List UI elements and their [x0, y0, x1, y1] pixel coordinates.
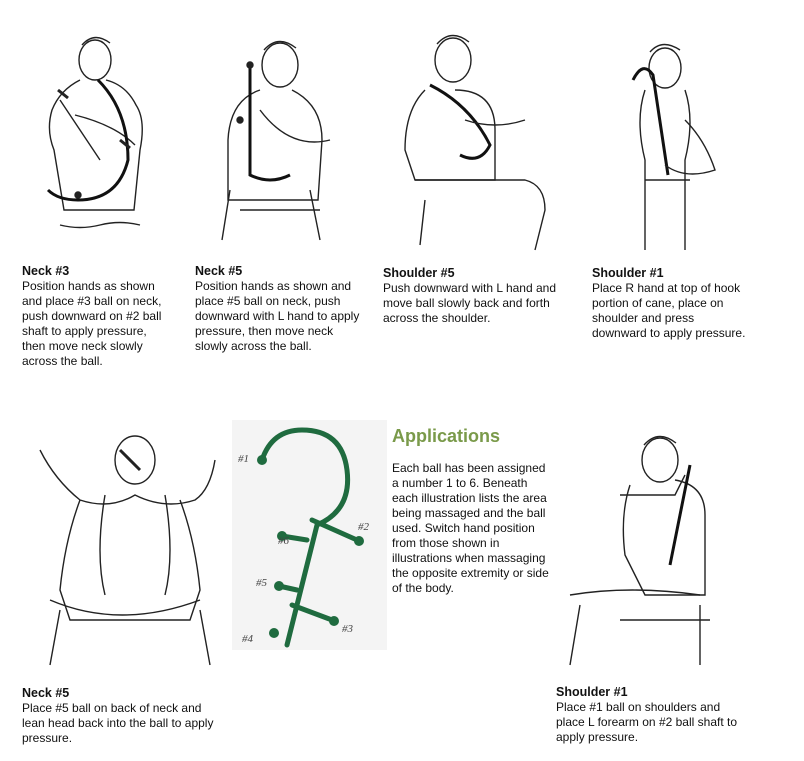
- ball-1: [257, 455, 267, 465]
- ball-label-4: #4: [242, 633, 253, 645]
- caption-shoulder-1-seated: [556, 685, 746, 745]
- illustration-shoulder-5: [385, 20, 560, 255]
- caption-title: Neck #5: [195, 264, 243, 278]
- caption-body: Place #5 ball on back of neck and lean head back into the ball to apply pressure.: [22, 701, 214, 745]
- ball-label-1: #1: [238, 453, 249, 465]
- caption-body: Push downward with L hand and move ball slowly back and forth across the shoulder.: [383, 281, 557, 325]
- ball-2: [354, 536, 364, 546]
- illustration-neck-3: [20, 20, 170, 255]
- ball-label-3: #3: [342, 623, 353, 635]
- applications-text: Each ball has been assigned a number 1 to 6. Beneath each illustration lists the area being massaged and the ball used. Switch hand position from those shown in illustrations when massaging the opposite extremity or side of the body.: [392, 461, 549, 595]
- ball-label-6: #6: [278, 535, 289, 547]
- caption-body: Place R hand at top of hook portion of cane, place on shoulder and press downward to apply pressure.: [592, 281, 746, 340]
- caption-shoulder-5: [383, 266, 563, 326]
- ball-label-5: #5: [256, 577, 267, 589]
- illustration-shoulder-1: [605, 30, 725, 255]
- illustration-shoulder-1-seated: [560, 425, 740, 670]
- caption-body: Position hands as shown and place #3 ball on neck, push downward on #2 ball shaft to apply pressure, then move neck slowly across the ball.: [22, 279, 162, 368]
- ball-label-2: #2: [358, 521, 369, 533]
- caption-shoulder-1: [592, 266, 747, 341]
- cane-svg: [232, 420, 387, 650]
- caption-title: Shoulder #1: [592, 266, 664, 280]
- caption-title: Shoulder #1: [556, 685, 628, 699]
- illustration-neck-5-back: [20, 420, 220, 670]
- caption-title: Shoulder #5: [383, 266, 455, 280]
- illustration-neck-5: [200, 20, 350, 255]
- applications-heading: Applications: [392, 426, 501, 446]
- ball-4: [269, 628, 279, 638]
- caption-neck-5-back: [22, 686, 222, 746]
- caption-title: Neck #5: [22, 686, 70, 700]
- caption-neck-5: [195, 264, 360, 354]
- ball-5: [274, 581, 284, 591]
- ball-3: [329, 616, 339, 626]
- caption-neck-3: [22, 264, 172, 369]
- cane-diagram: [232, 420, 387, 650]
- caption-title: Neck #3: [22, 264, 70, 278]
- caption-body: Position hands as shown and place #5 ball on neck, push downward with L hand to apply pressure, then move neck slowly across the ball.: [195, 279, 360, 353]
- caption-body: Place #1 ball on shoulders and place L forearm on #2 ball shaft to apply pressure.: [556, 700, 737, 744]
